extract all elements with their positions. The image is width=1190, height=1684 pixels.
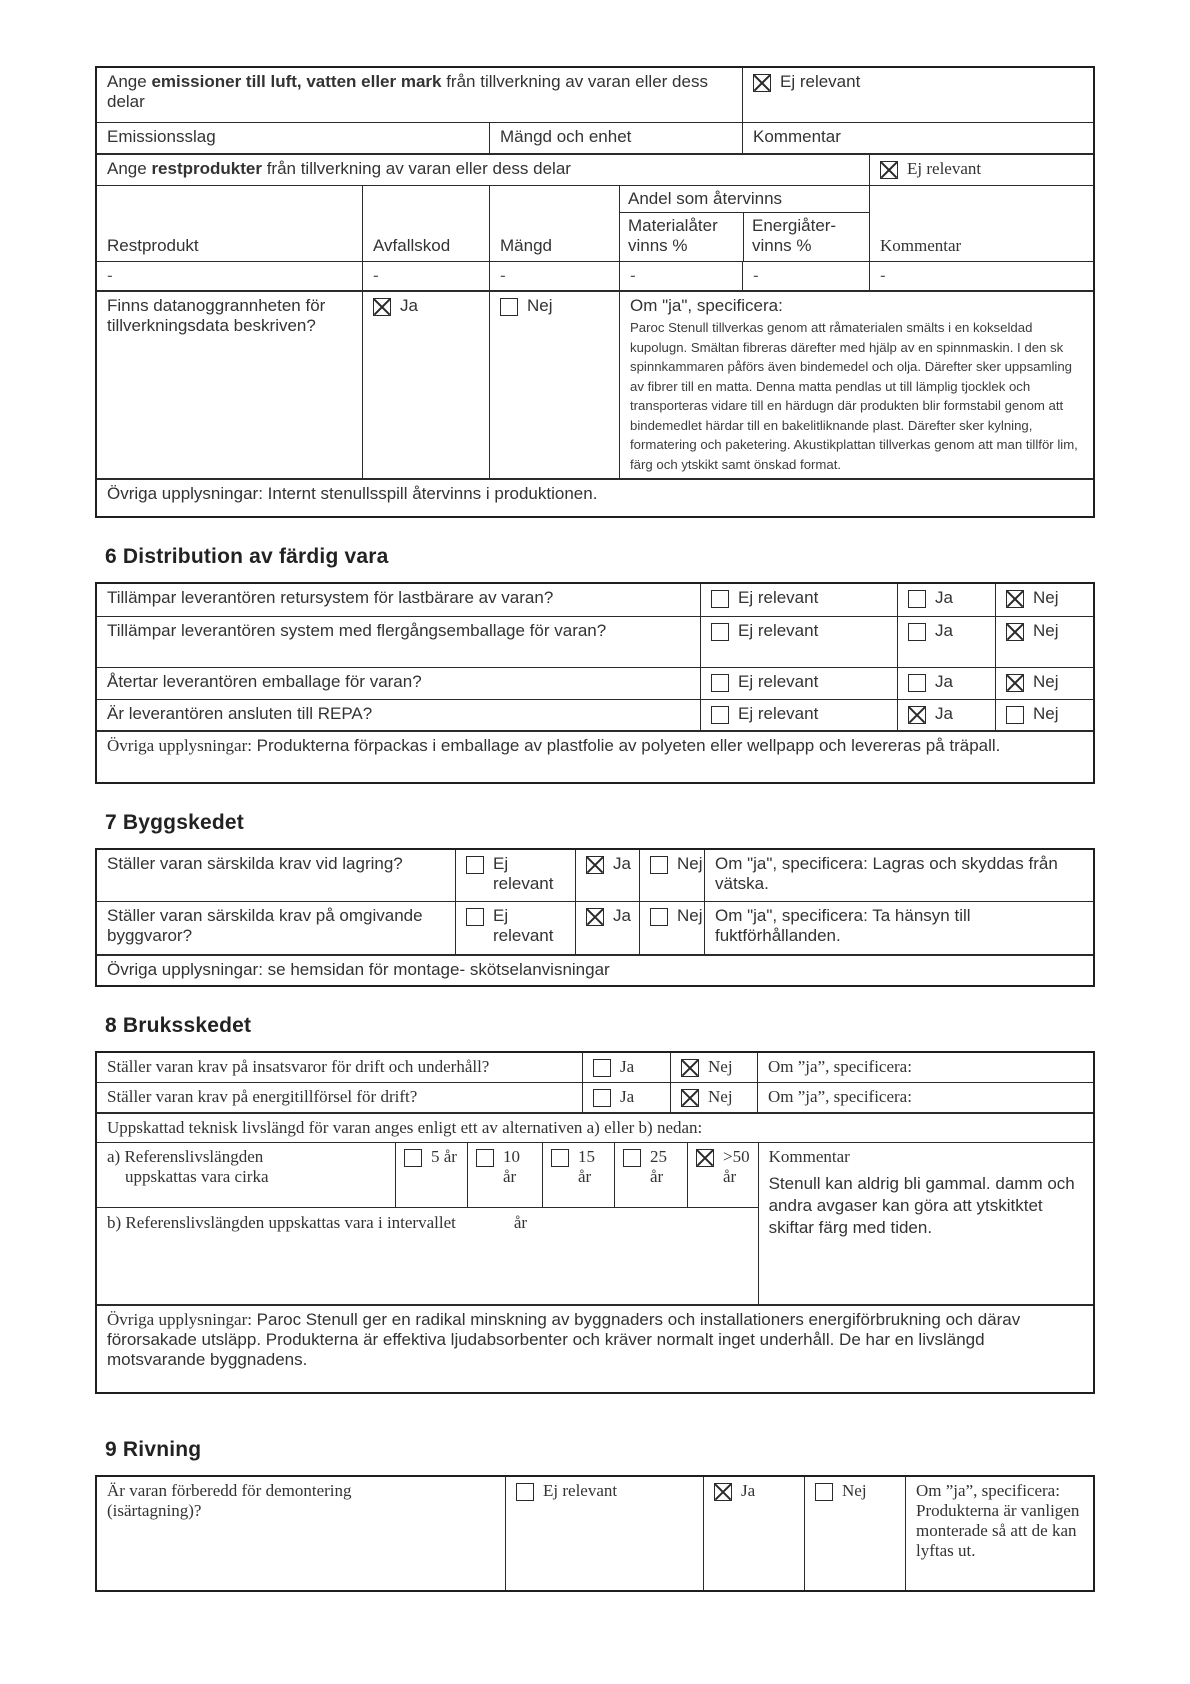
declaration-page [95,66,1095,1592]
sec6-r2-nej-checkbox[interactable] [1006,621,1083,641]
emissions-question [97,68,742,122]
data-accuracy-ja-cell [362,292,489,478]
data-accuracy-specification-cell [619,292,1093,478]
checkbox-label: Ej relevant [493,854,554,894]
checkbox-box-icon[interactable] [711,706,729,724]
sec8-kommentar-text: Stenull kan aldrig bli gammal. damm och andra avgaser kan göra att ytskitktet skiftar färg med tiden. [768,1174,1075,1237]
checkbox-box-icon[interactable] [714,1483,732,1501]
checkbox-box-icon[interactable] [908,590,926,608]
sec7-r2-comment: Om "ja", specificera: Ta hänsyn till fuktförhållanden. [704,902,1093,954]
sec6-row-emballage [97,667,1093,699]
checkbox-label: Ja [935,621,953,641]
empty-restprodukt: - [107,266,113,285]
checkbox-box-icon[interactable] [681,1059,699,1077]
table1-ovriga-row [97,478,1093,516]
sec6-r1-ja-checkbox[interactable] [908,588,985,608]
checkbox-label: 10 år [503,1147,520,1187]
col-materialatervinns-line2: vinns % [628,236,688,255]
checkbox-box-icon[interactable] [1006,706,1024,724]
sec6-ovriga-upplysningar [97,732,1093,782]
sec7-question-1: Ställer varan särskilda krav vid lagring? [107,854,403,874]
emissions-header-row [97,122,1093,153]
andel-subcolumns [620,213,869,261]
section8-table [95,1051,1095,1394]
checkbox-box-icon[interactable] [1006,674,1024,692]
checkbox-box-icon[interactable] [1006,590,1024,608]
checkbox-box-icon[interactable] [373,298,391,316]
sec8-option-25ar-checkbox[interactable] [623,1147,679,1187]
checkbox-box-icon[interactable] [681,1089,699,1107]
sec9-nej-cell [804,1477,905,1590]
emissions-question-bold: emissioner till luft, vatten eller mark [151,72,442,91]
checkbox-box-icon[interactable] [551,1149,569,1167]
sec6-question-4: Är leverantören ansluten till REPA? [107,704,373,724]
checkbox-box-icon[interactable] [880,161,898,179]
sec6-r3-ej-relevant-cell [700,668,897,699]
checkbox-label: Ej relevant [738,621,819,641]
sec8-row-a [97,1143,758,1208]
sec6-ovriga-text: Produkterna förpackas i emballage av plastfolie av polyeten eller wellpapp och levereras på träpall. [251,736,1001,756]
sec8-r2-comment: Om ”ja”, specificera: [757,1083,1093,1112]
sec9-row-demontering [97,1477,1093,1590]
sec8-ovriga-text: Paroc Stenull ger en radikal minskning av byggnaders och installationers energiförbrukning och därav förorsakade utsläpp. Produkterna är effektiva ljudabsorbenter och kräver normalt inget underhåll. De har en livslängd motsvarande byggnadens. [107,1310,1021,1370]
sec8-r2-ja-cell [582,1083,670,1112]
checkbox-box-icon[interactable] [650,856,668,874]
section7-heading: 7 Byggskedet [105,811,244,835]
checkbox-label: Nej [708,1087,733,1107]
sec6-r4-ja-cell [897,700,995,730]
restproducts-ej-relevant-cell [869,155,1093,185]
checkbox-box-icon[interactable] [711,590,729,608]
sec8-r2-nej-checkbox[interactable] [681,1087,747,1107]
emissions-restproducts-table [95,66,1095,518]
sec8-row-insatsvaror [97,1053,1093,1082]
sec8-livslangd-row [97,1142,1093,1304]
sec6-ovriga-label: Övriga upplysningar: [107,736,252,756]
restproducts-question-suffix: från tillverkning av varan eller dess delar [261,159,571,178]
col-energiatervinns-line2: vinns % [752,236,812,255]
checkbox-label: >50 år [723,1147,750,1187]
checkbox-box-icon[interactable] [908,674,926,692]
col-kommentar: Kommentar [742,123,1093,153]
sec8-row-a-label [97,1143,395,1207]
restproducts-header-row [97,185,1093,261]
sec7-r1-nej-checkbox[interactable] [650,854,703,874]
sec7-r1-nej-cell [639,850,704,901]
sec6-r1-ja-cell [897,584,995,616]
section8-heading: 8 Bruksskedet [105,1014,252,1038]
checkbox-label: 15 år [578,1147,595,1187]
sec6-r4-ej-relevant-cell [700,700,897,730]
section6-table [95,582,1095,784]
emissions-ej-relevant-checkbox[interactable] [753,72,1083,92]
sec7-r2-nej-checkbox[interactable] [650,906,703,926]
sec7-r1-ej-relevant-cell [455,850,575,901]
data-accuracy-nej-checkbox[interactable] [500,296,609,316]
sec6-question-3: Återtar leverantören emballage för varan? [107,672,422,692]
empty-mangd: - [489,262,619,290]
empty-material: - [619,262,742,290]
sec8-row-a-line2: uppskattas vara cirka [125,1167,269,1187]
sec9-ej-relevant-checkbox[interactable] [516,1481,693,1501]
sec8-option-15ar-cell [542,1143,614,1207]
sec8-option-5ar-cell [395,1143,467,1207]
checkbox-label: Ej relevant [907,159,982,178]
sec8-option-15ar-checkbox[interactable] [551,1147,606,1187]
sec6-r1-nej-checkbox[interactable] [1006,588,1083,608]
checkbox-box-icon[interactable] [593,1089,611,1107]
checkbox-label: Nej [1033,704,1059,724]
sec6-r3-ja-cell [897,668,995,699]
emissions-question-suffix: från tillverkning av varan eller dess delar [107,72,708,111]
sec8-livslangd-intro: Uppskattad teknisk livslängd för varan anges enligt ett av alternativen a) eller b) nedan: [107,1118,703,1138]
sec8-kommentar-cell [758,1143,1093,1304]
sec7-r2-nej-cell [639,902,704,954]
checkbox-label: Ja [613,906,631,926]
checkbox-box-icon[interactable] [623,1149,641,1167]
restproducts-question-bold: restprodukter [151,159,262,178]
sec8-ovriga-upplysningar [97,1306,1093,1392]
sec6-r4-nej-cell [995,700,1093,730]
emissions-question-prefix: Ange [107,72,152,91]
col-energiatervinns [743,213,869,261]
sec8-ovriga-label: Övriga upplysningar: [107,1310,252,1330]
sec9-comment: Om ”ja”, specificera: Produkterna är vanligen monterade så att de kan lyftas ut. [905,1477,1093,1590]
sec7-r1-ja-cell [575,850,639,901]
checkbox-box-icon[interactable] [586,856,604,874]
section9-table [95,1475,1095,1592]
emissions-ej-relevant-cell [742,68,1093,122]
checkbox-box-icon[interactable] [908,623,926,641]
sec6-r2-ja-cell [897,617,995,667]
checkbox-label: Ja [935,672,953,692]
checkbox-label: Nej [677,854,703,874]
sec6-r2-ja-checkbox[interactable] [908,621,985,641]
checkbox-box-icon[interactable] [466,908,484,926]
sec7-question-2: Ställer varan särskilda krav på omgivande byggvaror? [107,906,423,946]
sec6-r3-nej-cell [995,668,1093,699]
sec6-r4-nej-checkbox[interactable] [1006,704,1083,724]
empty-kommentar: - [869,262,1093,290]
sec7-row-lagring [97,850,1093,901]
col-materialatervinns-line1: Materialåter [628,216,718,235]
restproducts-question-prefix: Ange [107,159,152,178]
sec6-question-2: Tillämpar leverantören system med flergångsemballage för varan? [107,621,607,641]
col-kommentar-rest: Kommentar [869,186,1093,261]
section6-heading: 6 Distribution av färdig vara [105,545,389,569]
checkbox-box-icon[interactable] [516,1483,534,1501]
sec8-livslangd-intro-row [97,1112,1093,1142]
sec6-r2-ej-relevant-cell [700,617,897,667]
checkbox-label: Nej [708,1057,733,1077]
sec8-row-b [97,1208,758,1304]
empty-energi: - [742,262,869,290]
sec8-option-over50ar-cell [687,1143,758,1207]
sec8-row-a-line1: a) Referenslivslängden [107,1147,264,1167]
sec6-row-retursystem [97,584,1093,616]
sec9-ej-relevant-cell [505,1477,703,1590]
emissions-question-row [97,68,1093,122]
sec9-question-line2: (isärtagning)? [107,1501,202,1521]
col-andel-group [619,186,869,261]
checkbox-box-icon[interactable] [466,856,484,874]
sec6-r2-ej-relevant-checkbox[interactable] [711,621,887,641]
checkbox-label: Ej relevant [780,72,861,91]
checkbox-label: Nej [842,1481,867,1501]
sec7-r2-ja-checkbox[interactable] [586,906,629,926]
sec8-r1-nej-checkbox[interactable] [681,1057,747,1077]
sec9-question-line1: Är varan förberedd för demontering [107,1481,352,1501]
col-restprodukt: Restprodukt [107,236,199,255]
sec8-r2-nej-cell [670,1083,757,1112]
data-accuracy-nej-cell [489,292,619,478]
sec6-row-repa [97,699,1093,730]
om-ja-specificera-label: Om "ja", specificera: [630,296,783,315]
sec6-r1-ej-relevant-cell [700,584,897,616]
col-mangd: Mängd [489,186,619,261]
sec7-row-byggvaror [97,901,1093,954]
sec9-ja-cell [703,1477,804,1590]
section9-heading: 9 Rivning [105,1438,202,1462]
checkbox-box-icon[interactable] [711,623,729,641]
col-mangd-och-enhet: Mängd och enhet [489,123,742,153]
sec8-row-b-text: b) Referenslivslängden uppskattas vara i intervallet [107,1213,456,1233]
sec9-ja-checkbox[interactable] [714,1481,794,1501]
sec8-question-1: Ställer varan krav på insatsvaror för drift och underhåll? [107,1057,490,1077]
checkbox-label: Ja [620,1087,635,1107]
sec8-r1-ja-cell [582,1053,670,1082]
sec6-r4-ej-relevant-checkbox[interactable] [711,704,887,724]
sec7-r2-ej-relevant-cell [455,902,575,954]
sec8-ovriga-row [97,1304,1093,1392]
checkbox-label: Ej relevant [738,704,819,724]
checkbox-box-icon[interactable] [500,298,518,316]
checkbox-label: Ej relevant [738,672,819,692]
checkbox-label: 25 år [650,1147,667,1187]
sec8-option-over50ar-checkbox[interactable] [696,1147,750,1187]
checkbox-box-icon[interactable] [476,1149,494,1167]
checkbox-label: Nej [1033,672,1059,692]
data-accuracy-row [97,290,1093,478]
sec6-row-flergangsemballage [97,616,1093,667]
empty-avfallskod: - [362,262,489,290]
restproducts-question-row [97,153,1093,185]
sec6-r4-ja-checkbox[interactable] [908,704,985,724]
sec6-ovriga-row [97,730,1093,782]
sec7-r2-ja-cell [575,902,639,954]
sec8-r1-comment: Om ”ja”, specificera: [757,1053,1093,1082]
checkbox-box-icon[interactable] [908,706,926,724]
sec6-r1-ej-relevant-checkbox[interactable] [711,588,887,608]
checkbox-label: Nej [677,906,703,926]
restproducts-question [97,155,869,185]
col-energiatervinns-line1: Energiåter- [752,216,837,235]
sec8-livslangd-left-block [97,1143,758,1304]
sec6-r2-nej-cell [995,617,1093,667]
checkbox-label: Ja [935,588,953,608]
checkbox-box-icon[interactable] [650,908,668,926]
checkbox-label: Ej relevant [543,1481,618,1501]
sec8-question-2: Ställer varan krav på energitillförsel för drift? [107,1087,418,1107]
sec8-option-25ar-cell [614,1143,687,1207]
sec8-row-b-unit: år [513,1213,528,1233]
checkbox-box-icon[interactable] [586,908,604,926]
col-materialatervinns [620,213,743,261]
sec8-r1-nej-cell [670,1053,757,1082]
sec8-row-energitillforsel [97,1082,1093,1112]
sec8-r2-ja-checkbox[interactable] [593,1087,660,1107]
col-avfallskod: Avfallskod [362,186,489,261]
sec7-r1-ej-relevant-checkbox[interactable] [466,854,565,894]
sec8-kommentar-label: Kommentar [768,1147,850,1167]
checkbox-label: Ej relevant [738,588,819,608]
sec7-ovriga-upplysningar: Övriga upplysningar: se hemsidan för montage- skötselanvisningar [107,960,610,980]
sec8-option-10ar-cell [467,1143,542,1207]
sec9-question [97,1477,505,1590]
checkbox-label: Ja [741,1481,756,1501]
data-accuracy-ja-checkbox[interactable] [373,296,479,316]
section7-table [95,848,1095,987]
checkbox-box-icon[interactable] [404,1149,422,1167]
sec6-question-1: Tillämpar leverantören retursystem för lastbärare av varan? [107,588,554,608]
sec7-r1-comment: Om "ja", specificera: Lagras och skyddas från vätska. [704,850,1093,901]
sec8-option-10ar-checkbox[interactable] [476,1147,534,1187]
checkbox-box-icon[interactable] [815,1483,833,1501]
restproducts-ej-relevant-checkbox[interactable] [880,159,1083,179]
checkbox-label: 5 år [431,1147,457,1167]
sec9-nej-checkbox[interactable] [815,1481,895,1501]
checkbox-label: Ja [613,854,631,874]
checkbox-label: Ja [620,1057,635,1077]
col-emissionsslag: Emissionsslag [107,127,216,146]
restproducts-empty-row [97,261,1093,290]
checkbox-box-icon[interactable] [593,1059,611,1077]
checkbox-label: Nej [527,296,553,315]
checkbox-label: Ja [935,704,953,724]
checkbox-label: Nej [1033,588,1059,608]
col-andel-som-atervinns: Andel som återvinns [620,186,869,213]
sec7-r2-ej-relevant-checkbox[interactable] [466,906,565,946]
sec6-r3-ja-checkbox[interactable] [908,672,985,692]
sec6-r3-ej-relevant-checkbox[interactable] [711,672,887,692]
checkbox-box-icon[interactable] [711,674,729,692]
checkbox-label: Ja [400,296,418,315]
checkbox-label: Nej [1033,621,1059,641]
sec7-ovriga-row [97,954,1093,985]
checkbox-box-icon[interactable] [696,1149,714,1167]
sec8-r1-ja-checkbox[interactable] [593,1057,660,1077]
sec6-r3-nej-checkbox[interactable] [1006,672,1083,692]
checkbox-label: Ej relevant [493,906,554,946]
sec8-option-5ar-checkbox[interactable] [404,1147,459,1167]
sec7-r1-ja-checkbox[interactable] [586,854,629,874]
sec6-r1-nej-cell [995,584,1093,616]
manufacturing-process-description: Paroc Stenull tillverkas genom att råmaterialen smälts i en kokseldad kupolugn. Smältan fibreras därefter med hjälp av en spinnmaskin. I den sk spinnkammaren påförs även bindemedel och olja. Därefter sker uppsamling av fibrer till en matta. Denna matta pendlas ut till lämplig tjocklek och transporteras vidare till en härdugn där produkten blir formstabil genom att bindemedlet härdar till en bakelitliknande plast. Därefter sker kylning, formatering och paketering. Akustikplattan tillverkas genom att man tillför lim, färg och ytskikt samt önskad format. [630,320,1078,472]
table1-ovriga-upplysningar: Övriga upplysningar: Internt stenullsspill återvinns i produktionen. [107,484,598,504]
checkbox-box-icon[interactable] [753,74,771,92]
data-accuracy-question: Finns datanoggrannheten för tillverkningsdata beskriven? [107,296,326,335]
checkbox-box-icon[interactable] [1006,623,1024,641]
